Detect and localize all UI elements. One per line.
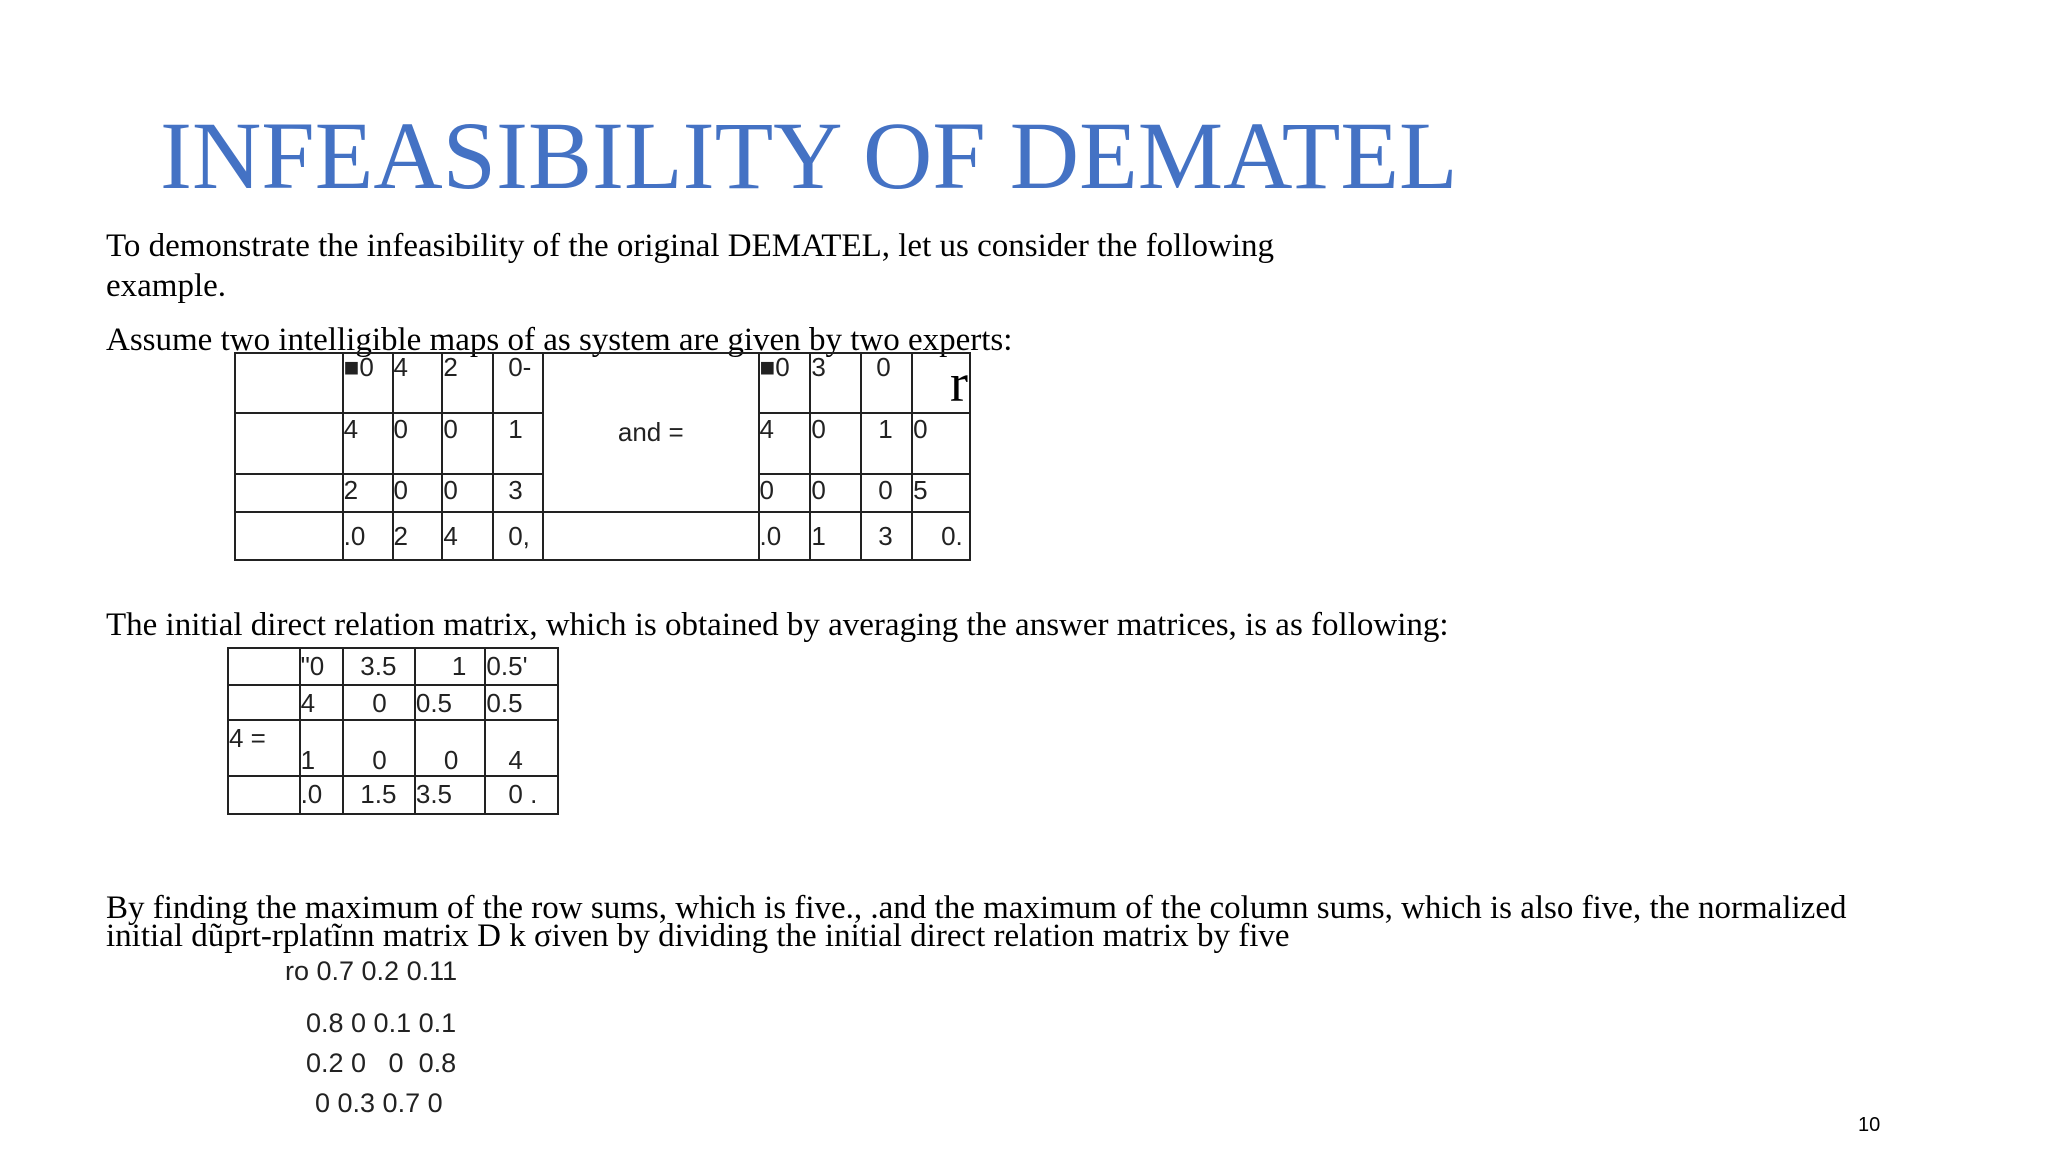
matrix-a-cell: 0- (508, 352, 532, 382)
matrix-a-cell: 0 (393, 475, 408, 505)
matrix-a-cell: 2 (443, 352, 458, 382)
matrix-b-cell: ■0 (759, 352, 790, 382)
normalized-row: ro 0.7 0.2 0.11 (285, 956, 458, 986)
avg-cell: 1 (451, 651, 467, 681)
matrix-b-cell: .0 (759, 521, 782, 551)
avg-cell: 0.5 (486, 688, 523, 718)
normalized-row: 0 0.3 0.7 0 (315, 1088, 443, 1118)
avg-cell: 0 (372, 688, 387, 718)
avg-cell: 0 (443, 745, 459, 775)
matrix-a-cell: 4 (443, 521, 458, 551)
matrix-b-cell: 1 (811, 521, 826, 551)
avg-cell: 0 . (508, 779, 538, 809)
avg-cell: 4 (300, 688, 316, 718)
matrix-a-cell: 2 (343, 475, 359, 505)
page-number: 10 (1858, 1114, 1881, 1136)
avg-cell: 1.5 (360, 779, 397, 809)
avg-cell: .0 (300, 779, 323, 809)
matrix-a-cell: 1 (508, 414, 523, 444)
matrix-a-cell: 0 (443, 475, 458, 505)
matrix-b-cell: 5 (913, 475, 928, 505)
matrix-a-cell: 0, (508, 521, 530, 551)
matrix-b-cell: 0 (811, 414, 826, 444)
and-label: and = (617, 417, 684, 447)
finding-line-2: initial dũprt-rplatĩnn matrix D k σiven by dividing the initial direct relation matrix by five (106, 918, 1290, 954)
matrix-b-cell: 3 (811, 352, 826, 382)
matrix-a-cell: 3 (508, 475, 523, 505)
matrix-b-cell: 0 (878, 475, 893, 505)
avg-cell: 3.5 (360, 651, 397, 681)
avg-cell: 4 (508, 745, 523, 775)
matrix-b-cell: 4 (759, 414, 774, 444)
matrix-b-cell: 0 (913, 414, 928, 444)
matrix-b-cell: 1 (878, 414, 893, 444)
avg-matrix-label: 4 = (229, 723, 266, 753)
avg-cell: 1 (300, 745, 316, 775)
matrix-a-cell: 0 (393, 414, 408, 444)
assume-text: Assume two intelligible maps of as system are given by two experts: (106, 322, 1013, 358)
initial-matrix-text: The initial direct relation matrix, which is obtained by averaging the answer matrices, is as following: (106, 607, 1449, 643)
matrix-a-cell: 0 (443, 414, 458, 444)
matrix-a-cell: 4 (393, 352, 408, 382)
matrix-a-cell: 4 (343, 414, 359, 444)
intro-line-2: example. (106, 268, 227, 304)
stray-letter: r (950, 353, 968, 413)
finding-line-1: By finding the maximum of the row sums, which is five., .and the maximum of the column sums, which is also five, the normalized (106, 890, 1847, 926)
avg-cell: 0.5' (486, 651, 528, 681)
avg-cell: 0 (372, 745, 387, 775)
average-matrix-table (227, 647, 559, 815)
normalized-row: 0.8 0 0.1 0.1 (306, 1008, 457, 1038)
avg-cell: 3.5 (415, 779, 453, 809)
avg-cell: "0 (300, 651, 325, 681)
matrix-b-cell: 0. (941, 521, 963, 551)
matrix-a-cell: .0 (343, 521, 366, 551)
avg-cell: 0.5 (415, 688, 453, 718)
slide-title: INFEASIBILITY OF DEMATEL (160, 102, 1458, 209)
matrix-a-cell: ■0 (343, 352, 374, 382)
matrix-b-cell: 3 (878, 521, 893, 551)
matrix-b-cell: 0 (876, 352, 891, 382)
matrix-a-cell: 2 (393, 521, 408, 551)
expert-matrices-table (234, 352, 971, 561)
matrix-b-cell: 0 (811, 475, 826, 505)
intro-line-1: To demonstrate the infeasibility of the original DEMATEL, let us consider the following (106, 228, 1275, 264)
normalized-row: 0.2 0 0 0.8 (306, 1048, 457, 1078)
matrix-b-cell: 0 (759, 475, 774, 505)
